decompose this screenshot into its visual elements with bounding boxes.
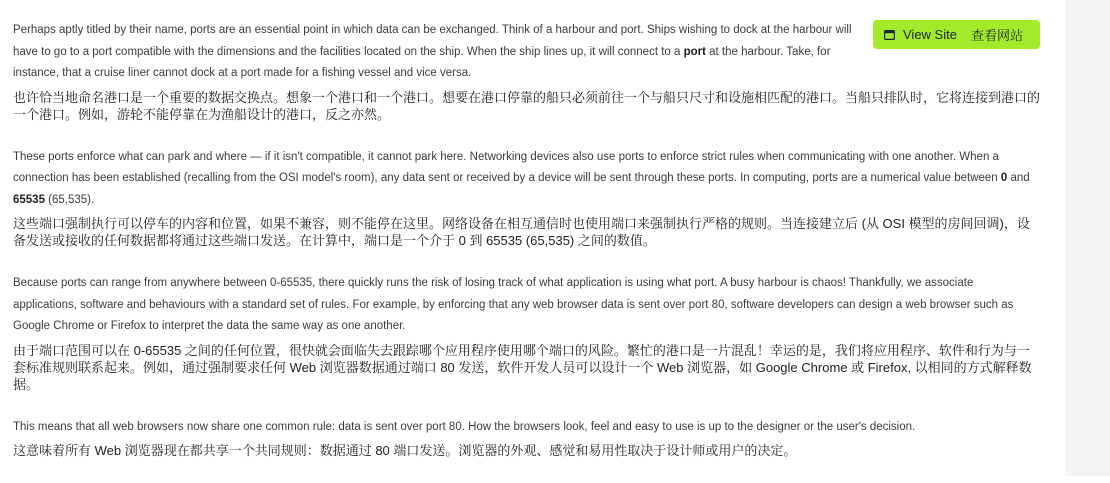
paragraph-block-3 [13, 273, 1040, 393]
paragraph-block-2 [13, 147, 1040, 250]
browser-window-icon-graphic [884, 30, 895, 40]
paragraph-2-text-part: (65,535). [44, 193, 95, 206]
view-site-label: View Site [903, 27, 957, 42]
paragraph-1-translation: 也许恰当地命名港口是一个重要的数据交换点。想象一个港口和一个港口。想要在港口停靠的船只必须前往一个与船只尺寸和设施相匹配的港口。当船只排队时，它将连接到港口的一个港口。例如，游轮不能停靠在为渔船设计的港口，反之亦然。 [13, 89, 1041, 122]
paragraph-4-translation: 这意味着所有 Web 浏览器现在都共享一个共同规则：数据通过 80 端口发送。浏览器的外观、感觉和易用性取决于设计师或用户的决定。 [13, 443, 797, 458]
paragraph-2-translation: 这些端口强制执行可以停车的内容和位置，如果不兼容，则不能停在这里。网络设备在相互通信时也使用端口来强制执行严格的规则。当连接建立后 (从 OSI 模型的房间回调)，设备发送或接收的任何数据都将通过这些端口发送。在计算中，端口是一个介于 0 到 65535 (65,535) 之间的数值。 [13, 216, 1030, 248]
bold-term-0: 0 [1000, 172, 1008, 184]
task-content [13, 20, 1040, 483]
paragraph-1-text-part: Perhaps aptly titled by their name, ports are an essential point in which data can be exchanged. Think of a harbour and port. Ships wishing to dock at the harbour will have to go to a port compatible with the dimensions and the facilities located on the ship. When the ship lines up, it will connect to a [13, 24, 852, 58]
paragraph-4-text-part: This means that all web browsers now share one common rule: data is sent over port 80. How the browsers look, feel and easy to use is up to the designer or the user's decision. [13, 420, 916, 433]
bold-term-port: port [683, 45, 706, 58]
paragraph-2-text-part: and [1007, 172, 1030, 184]
view-site-button[interactable] [873, 20, 1040, 49]
bold-term-65535: 65535 [13, 193, 45, 206]
paragraph-3-text [13, 273, 1040, 338]
paragraph-4-text [13, 417, 1040, 439]
paragraph-1-text-part: at the harbour. Take, for instance, that a cruise liner cannot dock at a port made for a fishing vessel and vice versa. [13, 45, 831, 79]
paragraph-2-text [13, 147, 1040, 212]
view-site-label-translation: 查看网站 [970, 28, 1023, 43]
paragraph-3-translation: 由于端口范围可以在 0-65535 之间的任何位置，很快就会面临失去跟踪哪个应用程序使用哪个端口的风险。繁忙的港口是一片混乱！幸运的是，我们将应用程序、软件和行为与一套标准规则联系起来。例如，通过强制要求任何 Web 浏览器数据通过端口 80 发送，软件开发人员可以设计一个 Web 浏览器，如 Google Chrome 或 Firefox, 以相同的方式解释数据。 [13, 342, 1032, 392]
paragraph-2-text-part: These ports enforce what can park and where — if it isn't compatible, it cannot park here. Networking devices also use ports to enforce strict rules when communicating with one another. When a connection has been established (recalling from the OSI model's room), any data sent or received by a device will be sent through these ports. In computing, ports are a numerical value between [13, 150, 1001, 184]
browser-window-icon [884, 30, 895, 40]
paragraph-block-4 [13, 417, 1040, 460]
right-panel-edge [1065, 0, 1110, 476]
paragraph-3-text-part: Because ports can range from anywhere between 0-65535, there quickly runs the risk of losing track of what application is using what port. A busy harbour is chaos! Thankfully, we associate applications, software and behaviours with a standard set of rules. For example, by enforcing that any web browser data is sent over port 80, software developers can design a web browser such as Google Chrome or Firefox to interpret the data the same way as one another. [13, 277, 1014, 332]
